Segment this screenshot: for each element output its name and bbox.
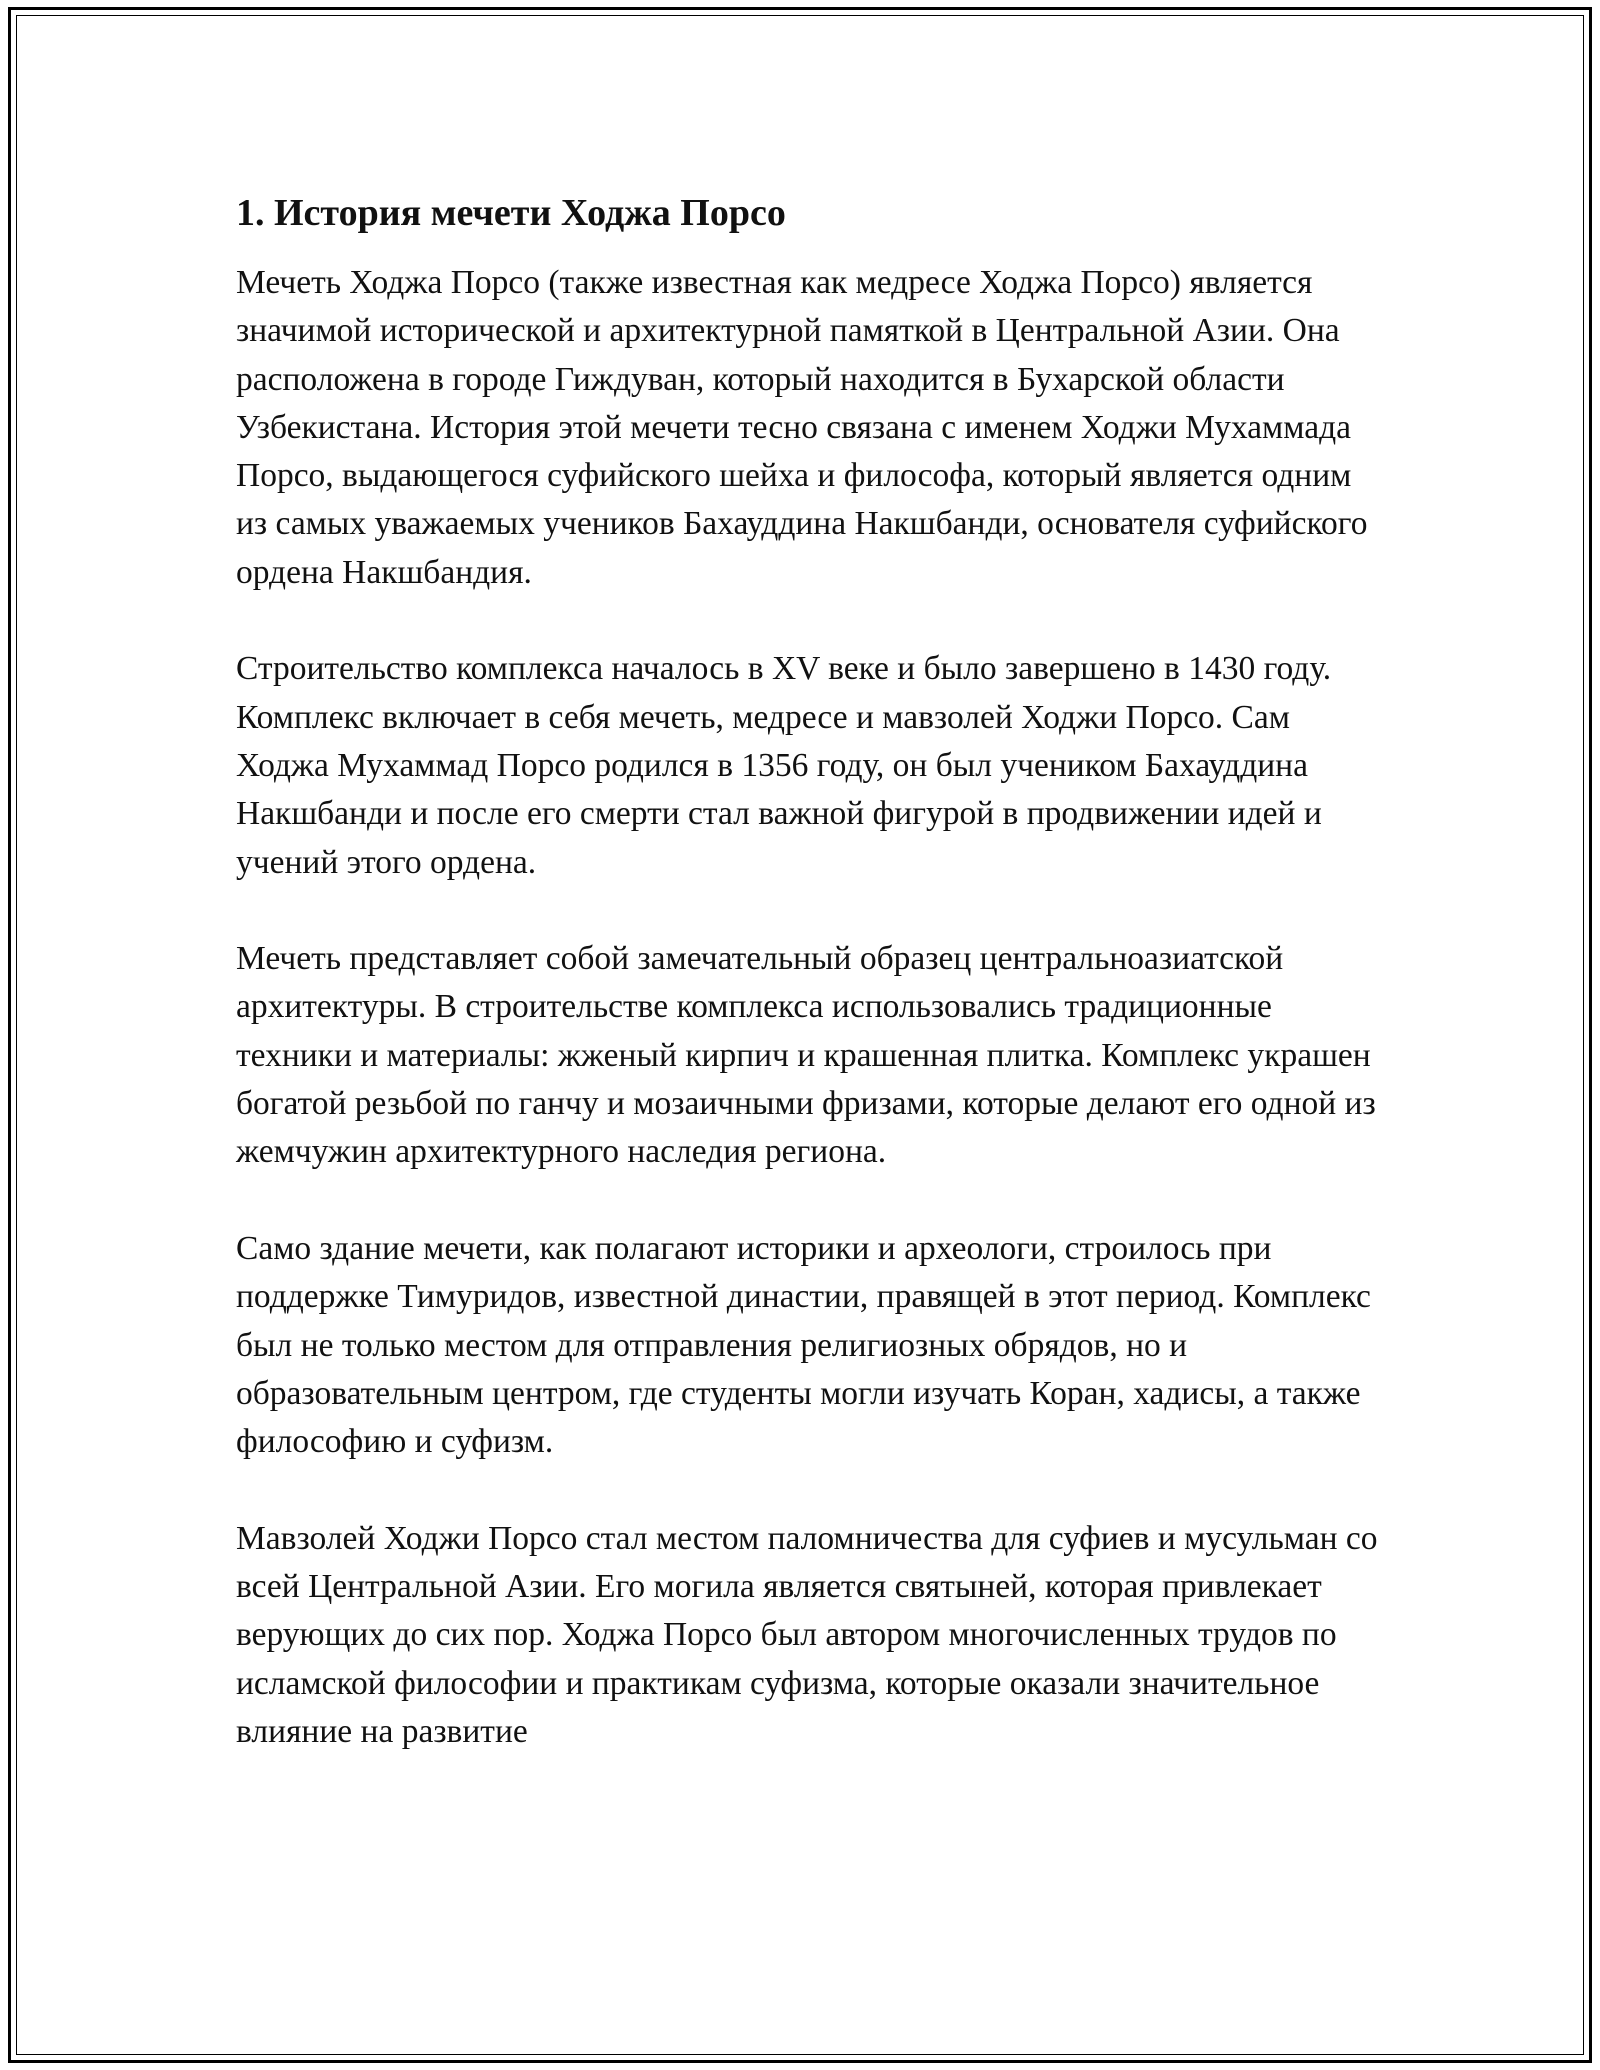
paragraph-timurids: Само здание мечети, как полагают историки и археологи, строилось при поддержке Тимуридов, известной династии, правящей в этот период. Комплекс был не только местом для отправления религиозных обрядов, но и образовательным центром, где студенты могли изучать Коран, хадисы, а также философию и суфизм.	[236, 1229, 1371, 1461]
paragraph-intro: Мечеть Ходжа Порсо (также известная как медресе Ходжа Порсо) является значимой исторической и архитектурной памяткой в Центральной Азии. Она расположена в городе Гиждуван, который находится в Бухарской области Узбекистана. История этой мечети тесно связана с именем Ходжи Мухаммада Порсо, выдающегося суфийского шейха и философа, который является одним из самых уважаемых учеников Бахауддина Накшбанди, основателя суфийского ордена Накшбандия.	[236, 264, 1368, 591]
section-heading: 1. История мечети Ходжа Порсо	[236, 192, 786, 234]
paragraph-construction: Строительство комплекса началось в XV веке и было завершено в 1430 году. Комплекс включает в себя мечеть, медресе и мавзолей Ходжи Порсо. Сам Ходжа Мухаммад Порсо родился в 1356 году, он был учеником Бахауддина Накшбанди и после его смерти стал важной фигурой в продвижении идей и учений этого ордена.	[236, 650, 1332, 881]
document-body	[236, 185, 1386, 1756]
paragraph-mausoleum: Мавзолей Ходжи Порсо стал местом паломничества для суфиев и мусульман со всей Центральной Азии. Его могила является святыней, которая привлекает верующих до сих пор. Ходжа Порсо был автором многочисленных трудов по исламской философии и практикам суфизма, которые оказали значительное влияние на развитие	[236, 1519, 1378, 1750]
paragraph-architecture: Мечеть представляет собой замечательный образец центральноазиатской архитектуры. В строительстве комплекса использовались традиционные техники и материалы: жженый кирпич и крашенная плитка. Комплекс украшен богатой резьбой по ганчу и мозаичными фризами, которые делают его одной из жемчужин архитектурного наследия региона.	[236, 940, 1376, 1171]
